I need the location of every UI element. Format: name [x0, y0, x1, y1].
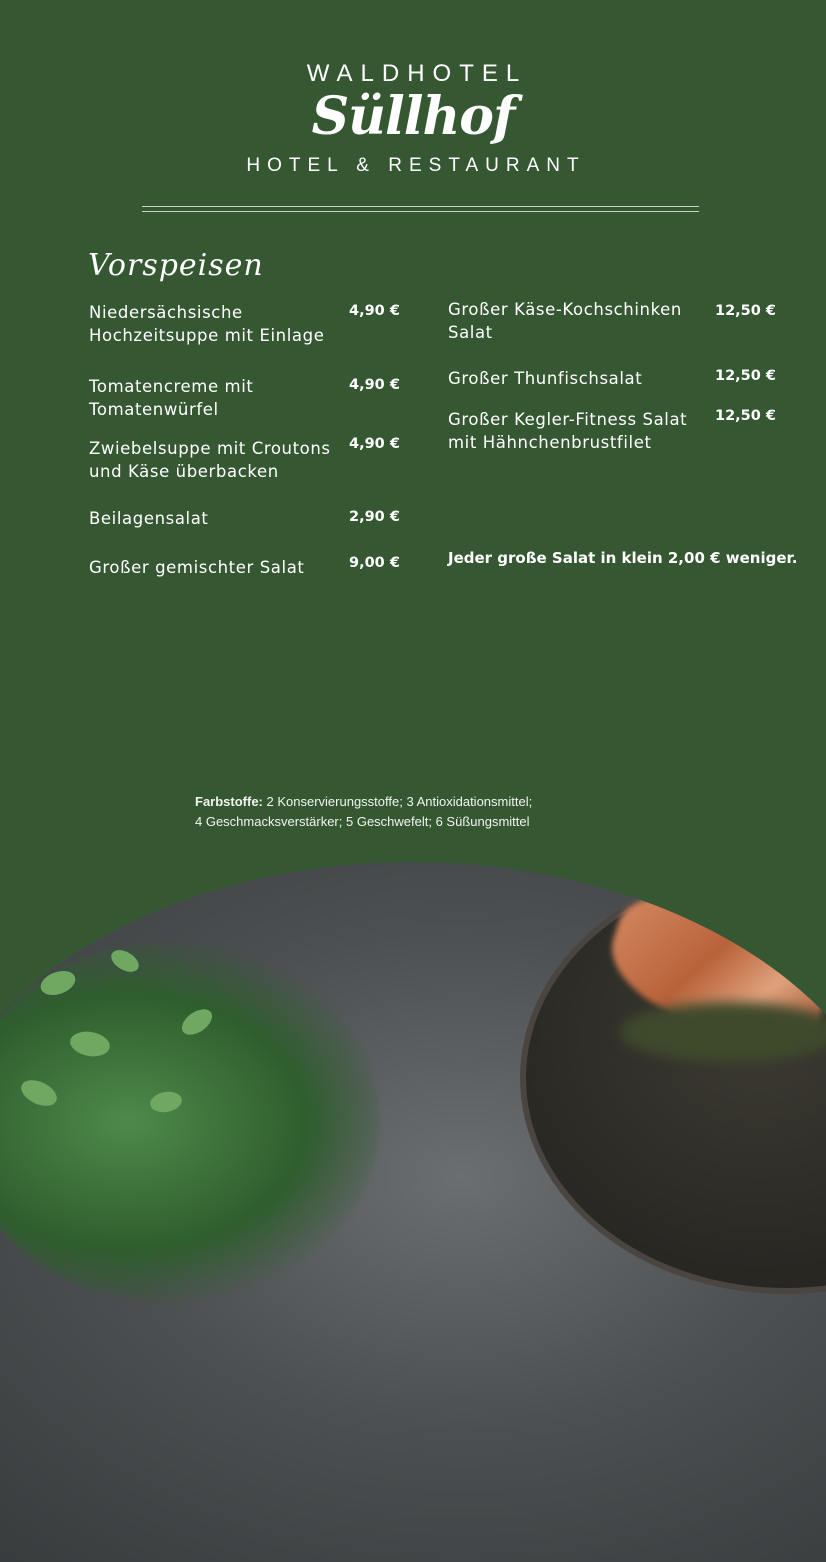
hotel-brand-logo: Süllhof: [311, 86, 515, 147]
menu-item-price: 12,50 €: [715, 408, 777, 424]
menu-item: Großer gemischter Salat: [89, 558, 305, 577]
small-salad-note: Jeder große Salat in klein 2,00 € weniger.: [448, 549, 798, 567]
section-title: Vorspeisen: [88, 248, 264, 283]
menu-item: Zwiebelsuppe mit Croutons und Käse überbacken: [89, 439, 331, 481]
sauce: [620, 1002, 826, 1062]
menu-item-price: 12,50 €: [715, 368, 777, 384]
divider-line: [142, 211, 699, 212]
hotel-subtitle: HOTEL & RESTAURANT: [246, 155, 586, 176]
menu-item-price: 4,90 €: [349, 377, 400, 393]
greens-cluster: [0, 942, 380, 1302]
footnote-line1: 2 Konservierungsstoffe; 3 Antioxidationsmittel;: [266, 794, 533, 809]
divider-line: [142, 206, 699, 207]
menu-item: Großer Kegler-Fitness Salat mit Hähnchenbrustfilet: [448, 410, 688, 452]
hotel-name-top: WALDHOTEL: [306, 60, 528, 87]
menu-item-price: 4,90 €: [349, 436, 400, 452]
menu-item: Niedersächsische Hochzeitsuppe mit Einlage: [89, 303, 325, 345]
menu-item-price: 9,00 €: [349, 555, 400, 571]
additives-footnote: [195, 792, 532, 832]
footnote-line2: 4 Geschmacksverstärker; 5 Geschwefelt; 6 Süßungsmittel: [195, 814, 530, 829]
menu-item: Beilagensalat: [89, 509, 209, 528]
footnote-label: Farbstoffe:: [195, 794, 263, 809]
menu-item: Tomatencreme mit Tomatenwürfel: [89, 377, 254, 419]
menu-item: Großer Thunfischsalat: [448, 369, 643, 388]
menu-item: Großer Käse-Kochschinken Salat: [448, 300, 682, 342]
menu-item-price: 12,50 €: [715, 303, 777, 319]
food-photo: [0, 862, 826, 1562]
menu-item-price: 2,90 €: [349, 509, 400, 525]
menu-item-price: 4,90 €: [349, 303, 400, 319]
